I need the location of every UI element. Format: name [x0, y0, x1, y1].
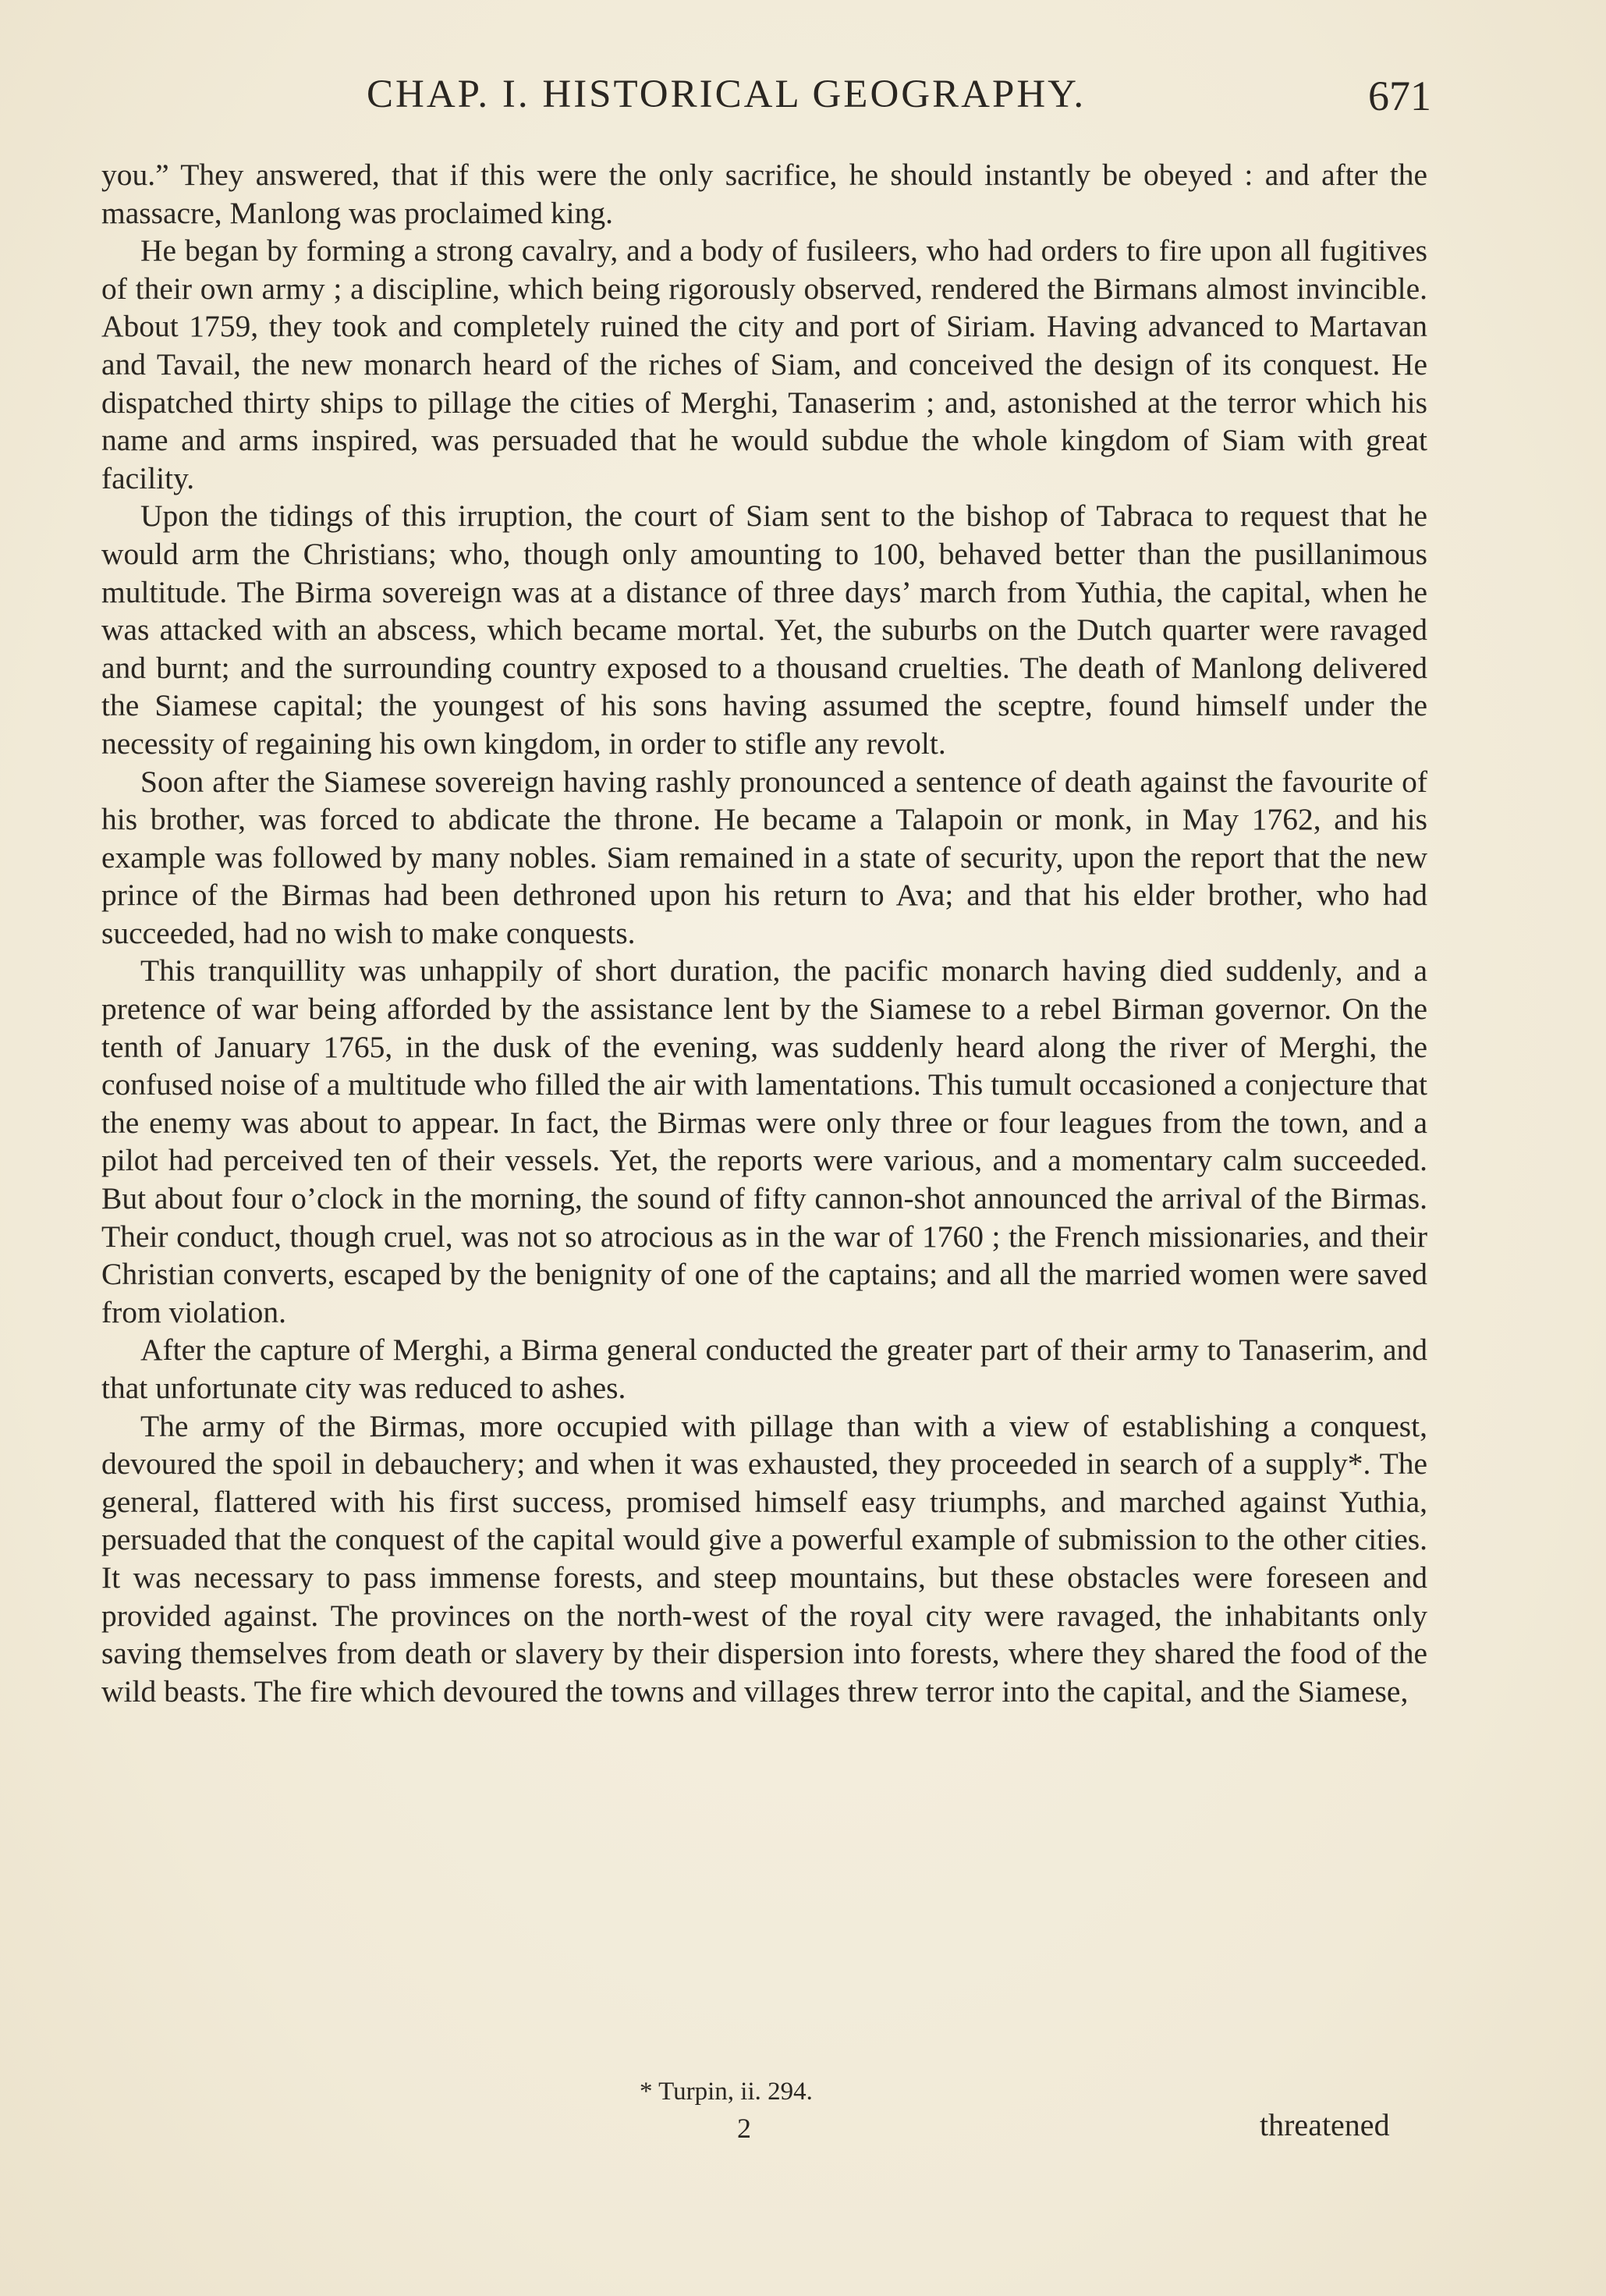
running-header — [367, 72, 1431, 126]
paragraph: The army of the Birmas, more occupied with pillage than with a view of establishing a conquest, devoured the spoil in debauchery; and when it was exhausted, they proceeded in search of a supply*. The general, flattered with his first success, promised himself easy triumphs, and marched against Yuthia, persuaded that the conquest of the capital would give a powerful example of submission to the other cities. It was necessary to pass immense forests, and steep mountains, but these obstacles were foreseen and provided against. The provinces on the north-west of the royal city were ravaged, the inhabitants only saving themselves from death or slavery by their dispersion into forests, where they shared the food of the wild beasts. The fire which devoured the towns and villages threw terror into the capital, and the Siamese, — [101, 1408, 1427, 1709]
paragraph: Soon after the Siamese sovereign having rashly pronounced a sentence of death against the favourite of his brother, was forced to abdicate the throne. He became a Talapoin or monk, in May 1762, and his example was followed by many nobles. Siam remained in a state of security, upon the report that the new prince of the Birmas had been dethroned upon his return to Ava; and that his elder brother, who had succeeded, had no wish to make conquests. — [101, 764, 1427, 950]
paragraph: After the capture of Merghi, a Birma general conducted the greater part of their army to Tanaserim, and that unfortunate city was reduced to ashes. — [101, 1333, 1427, 1405]
paragraph: He began by forming a strong cavalry, and a body of fusileers, who had orders to fire upon all fugitives of their own army ; a discipline, which being rigorously observed, rendered the Birmans almost invincible. About 1759, they took and completely ruined the city and port of Siriam. Having advanced to Martavan and Tavail, the new monarch heard of the riches of Siam, and conceived the design of its conquest. He dispatched thirty ships to pillage the cities of Merghi, Tanaserim ; and, astonished at the terror which his name and arms inspired, was persuaded that he would subdue the whole kingdom of Siam with great facility. — [101, 233, 1427, 495]
paragraph: This tranquillity was unhappily of short duration, the pacific monarch having died suddenly, and a pretence of war being afforded by the assistance lent by the Siamese to a rebel Birman governor. On the tenth of January 1765, in the dusk of the evening, was suddenly heard along the river of Merghi, the confused noise of a multitude who filled the air with lamentations. This tumult occasioned a conjecture that the enemy was about to appear. In fact, the Birmas were only three or four leagues from the town, and a pilot had perceived ten of their vessels. Yet, the reports were various, and a momentary calm succeeded. But about four o’clock in the morning, the sound of fifty cannon-shot announced the arrival of the Birmas. Their conduct, though cruel, was not so atrocious as in the war of 1760 ; the French missionaries, and their Christian converts, escaped by the benignity of one of the captains; and all the married women were saved from violation. — [101, 953, 1427, 1329]
paragraph: Upon the tidings of this irruption, the court of Siam sent to the bishop of Tabraca to request that he would arm the Christians; who, though only amounting to 100, behaved better than the pusillanimous multitude. The Birma sovereign was at a distance of three days’ march from Yuthia, the capital, when he was attacked with an abscess, which became mortal. Yet, the suburbs on the Dutch quarter were ravaged and burnt; and the surrounding country exposed to a thousand cruelties. The death of Manlong delivered the Siamese capital; the youngest of his sons having assumed the sceptre, found himself under the necessity of regaining his own kingdom, in order to stifle any revolt. — [101, 499, 1427, 761]
paragraph: you.” They answered, that if this were the only sacrifice, he should instantly be obeyed : and after the massacre, Manlong was proclaimed king. — [101, 158, 1427, 230]
page-number: 671 — [1368, 73, 1431, 119]
chapter-heading: CHAP. I. HISTORICAL GEOGRAPHY. — [367, 73, 1087, 116]
body-text — [101, 156, 1427, 1710]
catchword: threatened — [1260, 2107, 1390, 2142]
signature-mark: 2 — [737, 2113, 751, 2144]
footnote: * Turpin, ii. 294. — [640, 2078, 813, 2106]
